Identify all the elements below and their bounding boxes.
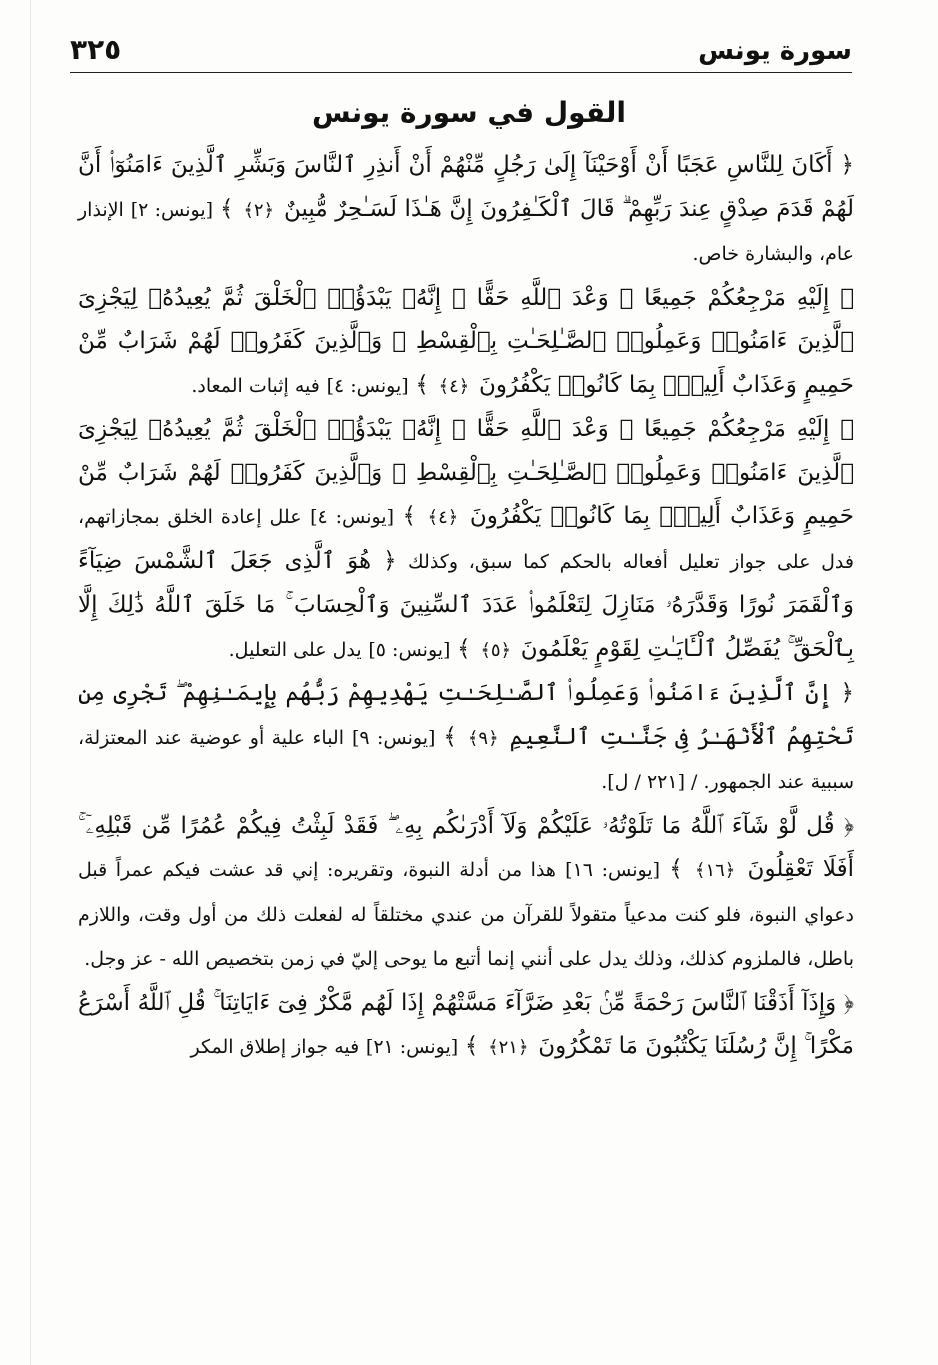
page-number: ٣٢٥	[70, 33, 122, 66]
verse-close-bracket: ﴾	[402, 503, 417, 529]
quran-verse: ﴿ قُل لَّوْ شَآءَ ٱللَّهُ مَا تَلَوْتُهُۥ عَلَيْكُمْ وَلَآ أَدْرَىٰكُم بِهِۦ ۖ فَقَدْ لَبِثْتُ فِيكُمْ عُمُرًا مِّن قَبْلِهِۦٓ ۚ أَفَلَا تَعْقِلُونَ	[78, 812, 855, 882]
commentary: هذا من أدلة النبوة، وتقريره: إني قد عشت فيكم عمراً قبل دعواي النبوة، فلو كنت مدعياً متقولاً للقرآن من عندي مختلقاً له لفعلت ذلك من أول وقت، واللازم باطل، فالملزوم كذلك، وذلك يدل على أنني إنما أتبع ما يوحى إليّ في زمن بتخصيص الله - عز وجل.	[78, 859, 854, 970]
verse-citation: [يونس: ٤]	[326, 374, 409, 397]
commentary: الباء علية أو عوضية عند المعتزلة، سببية عند الجمهور. / [٢٢١ / ل].	[78, 726, 854, 793]
verse-citation: [يونس: ٢١]	[365, 1036, 459, 1058]
paragraph-yunus-21	[78, 982, 854, 1070]
section-title: القول في سورة يونس	[312, 96, 626, 129]
page-header	[70, 14, 852, 73]
ayah-number-marker: ﴿١٦﴾	[694, 860, 736, 881]
ayah-number-marker: ﴿٢﴾	[243, 199, 275, 221]
paragraph-yunus-16	[78, 805, 854, 982]
verse-citation: [يونس: ٩]	[351, 726, 436, 749]
commentary: يدل على التعليل.	[228, 638, 362, 661]
quran-verse: ﴿ أَكَانَ لِلنَّاسِ عَجَبًا أَنْ أَوْحَيْنَآ إِلَىٰ رَجُلٍ مِّنْهُمْ أَنْ أَنذِرِ ٱلنَّاسَ وَبَشِّرِ ٱلَّذِينَ ءَامَنُوٓا۟ أَنَّ لَهُمْ قَدَمَ صِدْقٍ عِندَ رَبِّهِمْ ۗ قَالَ ٱلْكَـٰفِرُونَ إِنَّ هَـٰذَا لَسَـٰحِرٌ مُّبِينٌ	[78, 152, 854, 222]
paragraph-yunus-9	[78, 672, 854, 805]
verse-close-bracket: ﴾	[464, 1033, 479, 1059]
verse-close-bracket: ﴾	[457, 635, 471, 662]
commentary: الإنذار عام، والبشارة خاص.	[78, 198, 854, 265]
verse-citation: [يونس: ٢]	[130, 198, 214, 221]
quran-verse: ﴿ إِلَيْهِ مَرْجِعُكُمْ جَمِيعًا ۖ وَعْدَ ٱللَّهِ حَقًّا ۚ إِنَّهُۥ يَبْدَؤُا۟ ٱلْخَلْقَ ثُمَّ يُعِيدُهُۥ لِيَجْزِىَ ٱلَّذِينَ ءَامَنُوا۟ وَعَمِلُوا۟ ٱلصَّـٰلِحَـٰتِ بِٱلْقِسْطِ ۚ وَٱلَّذِينَ كَفَرُوا۟ لَهُمْ شَرَابٌ مِّنْ حَمِيمٍ وَعَذَابٌ أَلِيمٌۢ بِمَا كَانُوا۟ يَكْفُرُونَ	[78, 284, 854, 398]
verse-close-bracket: ﴾	[415, 371, 429, 398]
verse-citation: [يونس: ١٦]	[565, 859, 661, 881]
running-header-surah: سورة يونس	[698, 36, 852, 66]
verse-citation: [يونس: ٤]	[310, 506, 395, 528]
ayah-number-marker: ﴿٥﴾	[480, 639, 512, 661]
ayah-number-marker: ﴿٢١﴾	[488, 1037, 529, 1058]
verse-close-bracket: ﴾	[669, 856, 683, 882]
scan-edge-line	[30, 0, 31, 1365]
verse-citation: [يونس: ٥]	[368, 638, 451, 661]
verse-close-bracket: ﴾	[219, 195, 234, 222]
paragraph-yunus-2	[78, 144, 854, 277]
quran-verse: ﴿ إِنَّ ٱلَّذِينَ ءَامَنُوا۟ وَعَمِلُوا۟ ٱلصَّـٰلِحَـٰتِ يَهْدِيهِمْ رَبُّهُم بِإِيمَـٰنِهِمْ ۖ تَجْرِى مِن تَحْتِهِمُ ٱلْأَنْهَـٰرُ فِى جَنَّـٰتِ ٱلنَّعِيمِ	[78, 680, 854, 750]
verse-close-bracket: ﴾	[443, 723, 457, 750]
commentary: فيه جواز إطلاق المكر	[190, 1036, 360, 1058]
ayah-number-marker: ﴿٤﴾	[427, 507, 459, 528]
commentary: علل إعادة الخلق بمجازاتهم، فدل على جواز تعليل أفعاله بالحكم كما سبق، وكذلك	[78, 506, 854, 573]
paragraph-yunus-4-a	[78, 277, 854, 409]
body-text	[78, 144, 854, 1070]
commentary: فيه إثبات المعاد.	[191, 374, 320, 397]
quran-verse: ﴿ إِلَيْهِ مَرْجِعُكُمْ جَمِيعًا ۖ وَعْدَ ٱللَّهِ حَقًّا ۚ إِنَّهُۥ يَبْدَؤُا۟ ٱلْخَلْقَ ثُمَّ يُعِيدُهُۥ لِيَجْزِىَ ٱلَّذِينَ ءَامَنُوا۟ وَعَمِلُوا۟ ٱلصَّـٰلِحَـٰتِ بِٱلْقِسْطِ ۚ وَٱلَّذِينَ كَفَرُوا۟ لَهُمْ شَرَابٌ مِّنْ حَمِيمٍ وَعَذَابٌ أَلِيمٌۢ بِمَا كَانُوا۟ يَكْفُرُونَ	[78, 416, 854, 529]
ayah-number-marker: ﴿٤﴾	[438, 375, 470, 397]
paragraph-yunus-4-b	[78, 408, 854, 672]
ayah-number-marker: ﴿٩﴾	[467, 727, 499, 749]
quran-verse-secondary: ﴿ هُوَ ٱلَّذِى جَعَلَ ٱلشَّمْسَ ضِيَآءً وَٱلْقَمَرَ نُورًا وَقَدَّرَهُۥ مَنَازِلَ لِتَعْلَمُوا۟ عَدَدَ ٱلسِّنِينَ وَٱلْحِسَابَ ۚ مَا خَلَقَ ٱللَّهُ ذَٰلِكَ إِلَّا بِٱلْحَقِّ ۚ يُفَصِّلُ ٱلْـَٔايَـٰتِ لِقَوْمٍ يَعْلَمُونَ	[78, 547, 854, 662]
quran-verse: ﴿ وَإِذَآ أَذَقْنَا ٱلنَّاسَ رَحْمَةً مِّنۢ بَعْدِ ضَرَّآءَ مَسَّتْهُمْ إِذَا لَهُم مَّكْرٌ فِىٓ ءَايَاتِنَا ۚ قُلِ ٱللَّهُ أَسْرَعُ مَكْرًا ۚ إِنَّ رُسُلَنَا يَكْتُبُونَ مَا تَمْكُرُونَ	[78, 989, 854, 1059]
